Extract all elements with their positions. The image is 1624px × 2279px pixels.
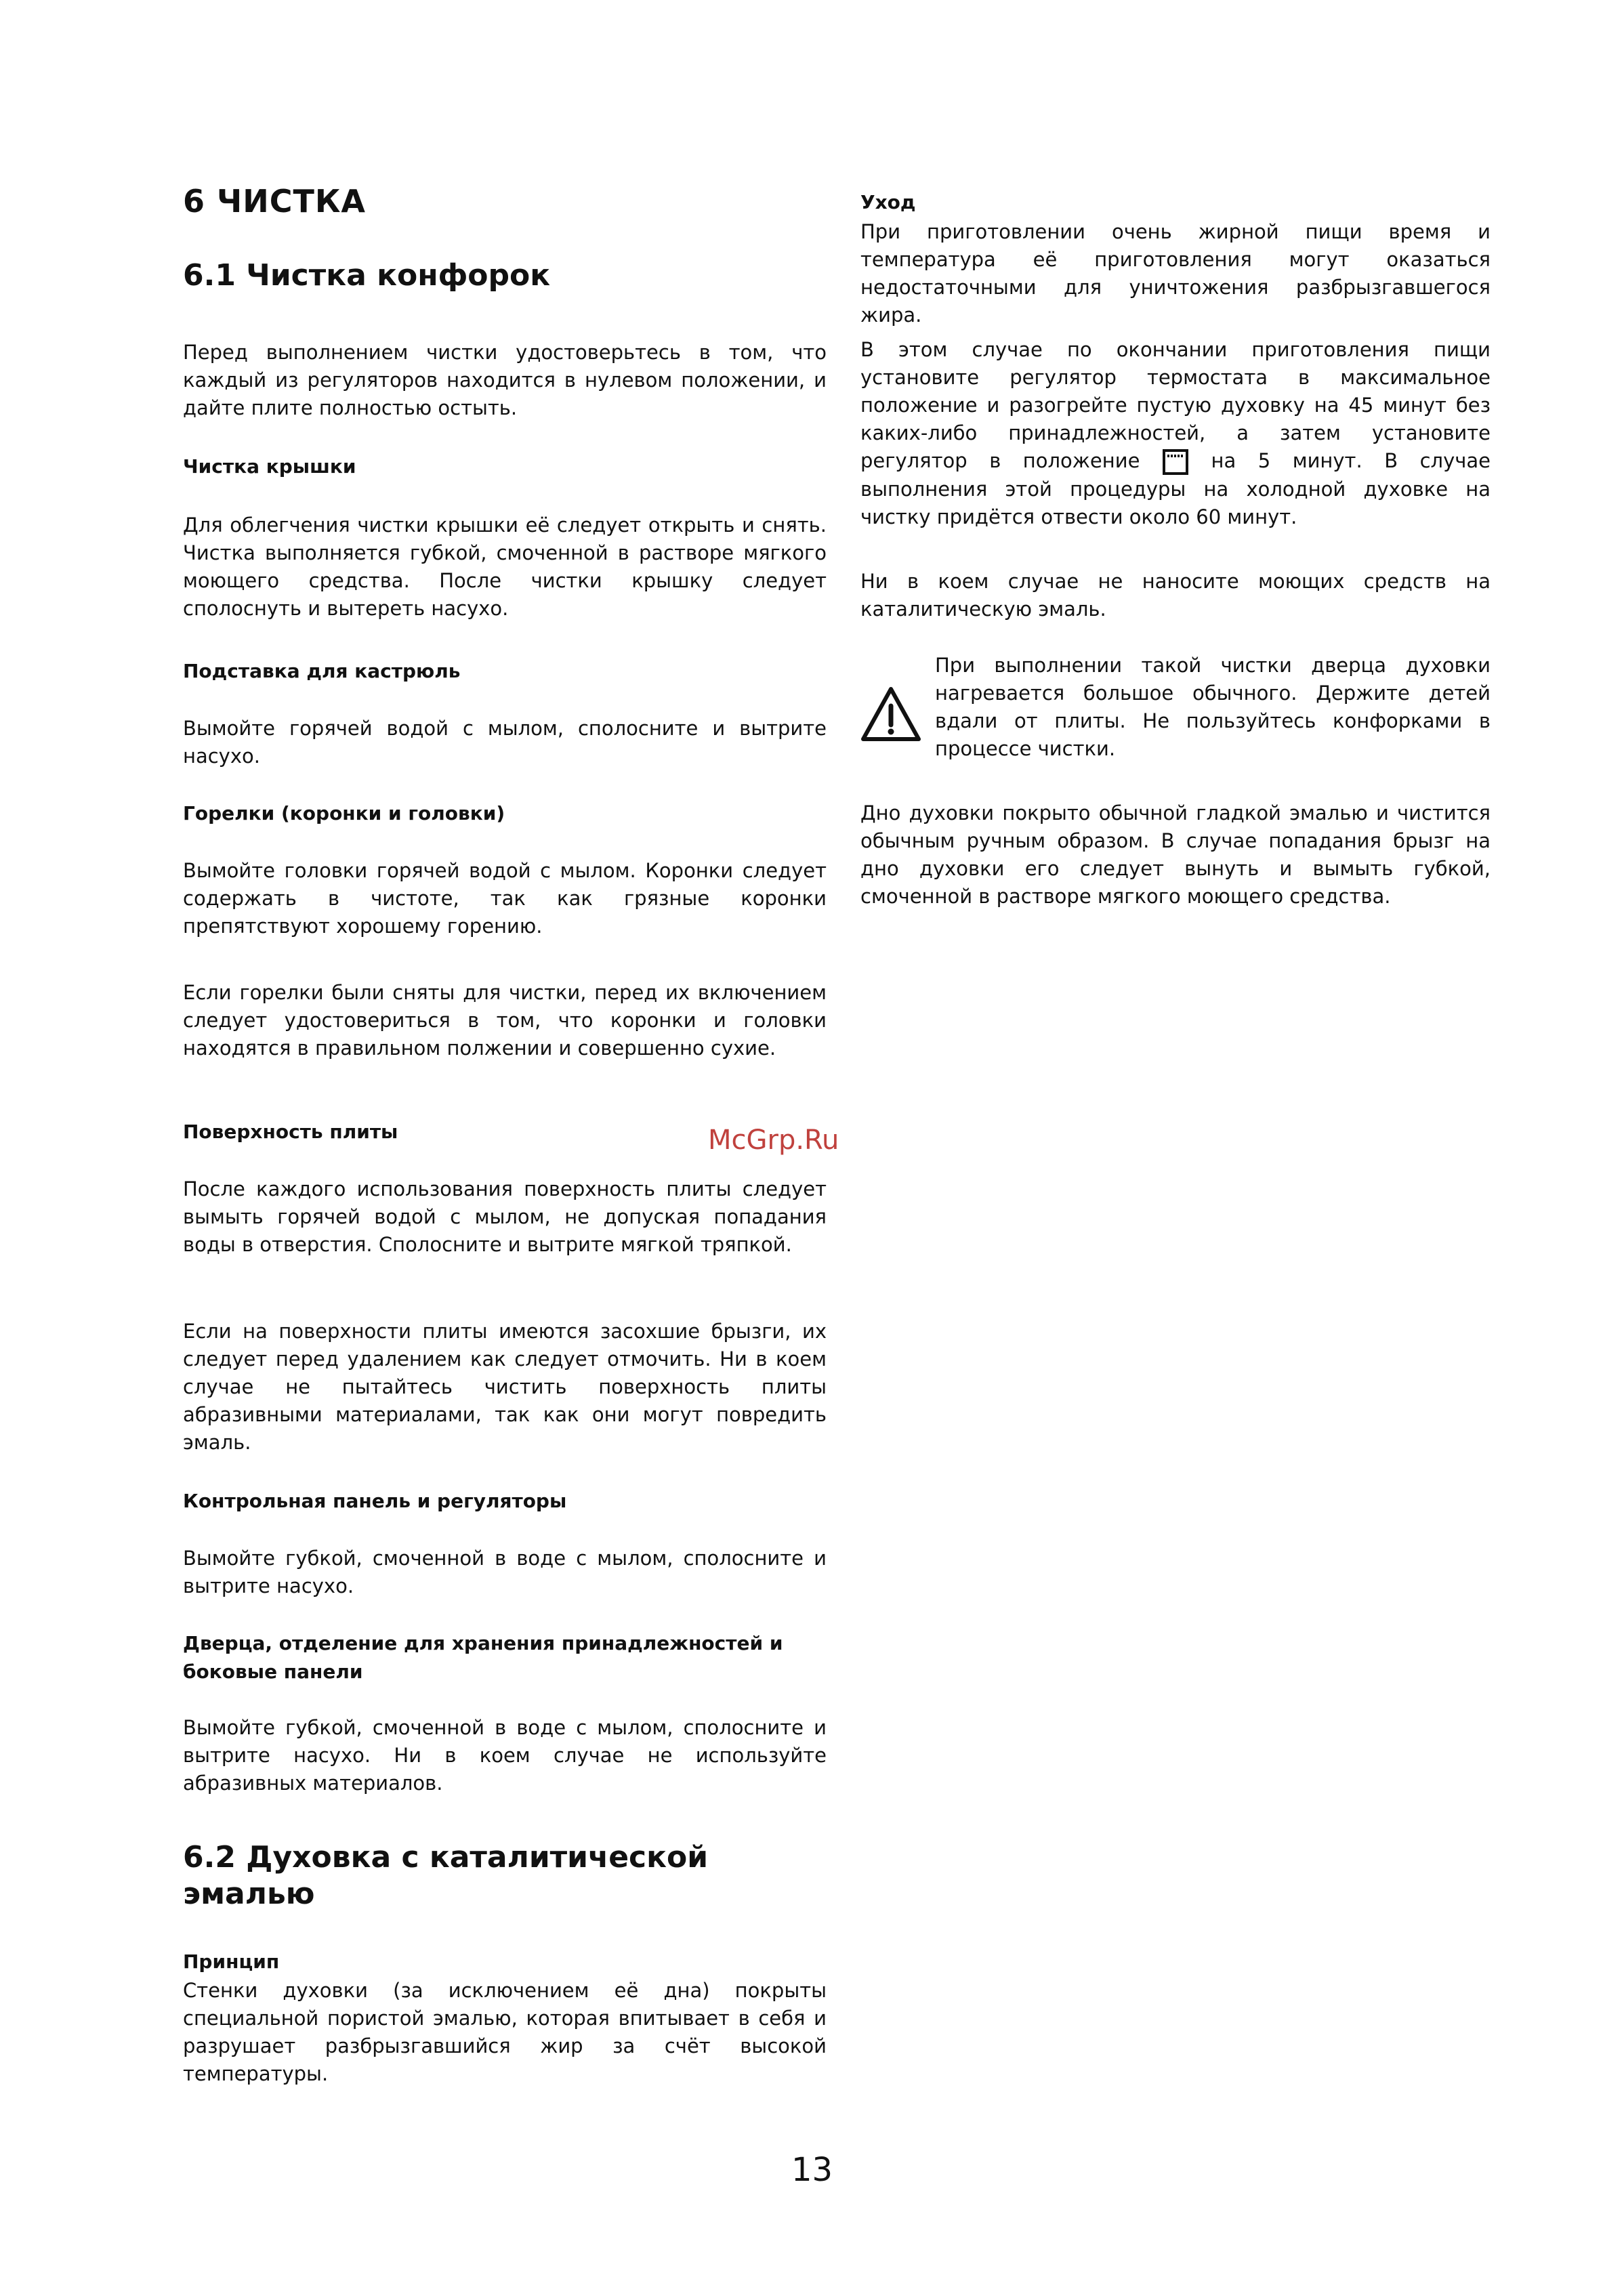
burners-paragraph-2: Если горелки были сняты для чистки, перед их включением следует удостовериться в том, что коронки и головки находятся в правильном полжении и совершенно сухие. <box>183 981 827 1060</box>
burners-heading: Горелки (коронки и головки) <box>183 802 505 824</box>
lid-heading: Чистка крышки <box>183 455 356 478</box>
warning-box <box>860 652 1491 780</box>
surface-heading: Поверхность плиты <box>183 1121 398 1143</box>
section-title-6-2: 6.2 Духовка с каталитической эмалью <box>183 1840 709 1911</box>
panel-heading: Контрольная панель и регуляторы <box>183 1490 567 1512</box>
oven-bottom-paragraph: Дно духовки покрыто обычной гладкой эмалью и чистится обычным ручным образом. В случае попадания брызг на дно духовки его следует вынуть и вымыть губкой, смоченной в растворе мягкого моющего средства. <box>860 801 1491 908</box>
care-paragraph-1: При приготовлении очень жирной пищи время и температура её приготовления могут оказаться недостаточными для уничтожения разбрызгавшегося жира. <box>860 220 1491 327</box>
burners-paragraph-1: Вымойте головки горячей водой с мылом. Коронки следует содержать в чистоте, так как грязные коронки препятствуют хорошему горению. <box>183 859 827 938</box>
page-number: 13 <box>791 2151 833 2189</box>
intro-paragraph: Перед выполнением чистки удостоверьтесь в том, что каждый из регуляторов находится в нулевом положении, и дайте плите полностью остыть. <box>183 341 827 419</box>
care-paragraph-2 <box>860 336 1491 531</box>
oven-top-heat-icon <box>1162 448 1189 476</box>
surface-paragraph-1: После каждого использования поверхность плиты следует вымыть горячей водой с мылом, не допуская попадания воды в отверстия. Сполосните и вытрите мягкой тряпкой. <box>183 1177 827 1256</box>
principle-paragraph: Стенки духовки (за исключением её дна) покрыты специальной пористой эмалью, которая впитывает в себя и разрушает разбрызгавшийся жир за счёт высокой температуры. <box>183 1979 827 2085</box>
stand-paragraph: Вымойте горячей водой с мылом, сполосните и вытрите насухо. <box>183 717 827 768</box>
care-heading: Уход <box>860 191 916 213</box>
care-paragraph-3: Ни в коем случае не наносите моющих средств на каталитическую эмаль. <box>860 570 1491 621</box>
chapter-title: 6 ЧИСТКА <box>183 183 367 219</box>
warning-triangle-icon <box>860 686 921 743</box>
stand-heading: Подставка для кастрюль <box>183 660 461 682</box>
door-paragraph: Вымойте губкой, смоченной в воде с мылом, сполосните и вытрите насухо. Ни в коем случае не используйте абразивных материалов. <box>183 1716 827 1795</box>
care-paragraph-2-part-b: на 5 минут. В случае выполнения этой процедуры на холодной духовке на чистку придётся отвести около 60 минут. <box>860 449 1491 528</box>
lid-paragraph: Для облегчения чистки крышки её следует открыть и снять. Чистка выполняется губкой, смоченной в растворе мягкого моющего средства. После чистки крышку следует сполоснуть и вытереть насухо. <box>183 514 827 620</box>
watermark: McGrp.Ru <box>708 1125 839 1156</box>
door-heading: Дверца, отделение для хранения принадлежностей и боковые панели <box>183 1632 783 1683</box>
principle-heading: Принцип <box>183 1950 280 1973</box>
surface-paragraph-2: Если на поверхности плиты имеются засохшие брызги, их следует перед удалением как следует отмочить. Ни в коем случае не пытайтесь чистить поверхность плиты абразивными материалами, так как они могут повредить эмаль. <box>183 1320 827 1454</box>
warning-paragraph: При выполнении такой чистки дверца духовки нагревается большое обычного. Держите детей вдали от плиты. Не пользуйтесь конфорками в процессе чистки. <box>935 654 1491 760</box>
panel-paragraph: Вымойте губкой, смоченной в воде с мылом, сполосните и вытрите насухо. <box>183 1547 827 1597</box>
care-paragraph-2-part-a: В этом случае по окончании приготовления пищи установите регулятор термостата в максимальное положение и разогрейте пустую духовку на 45 минут без каких-либо принадлежностей, а затем установите регулятор в положение <box>860 338 1491 472</box>
section-title-6-1: 6.1 Чистка конфорок <box>183 258 551 293</box>
